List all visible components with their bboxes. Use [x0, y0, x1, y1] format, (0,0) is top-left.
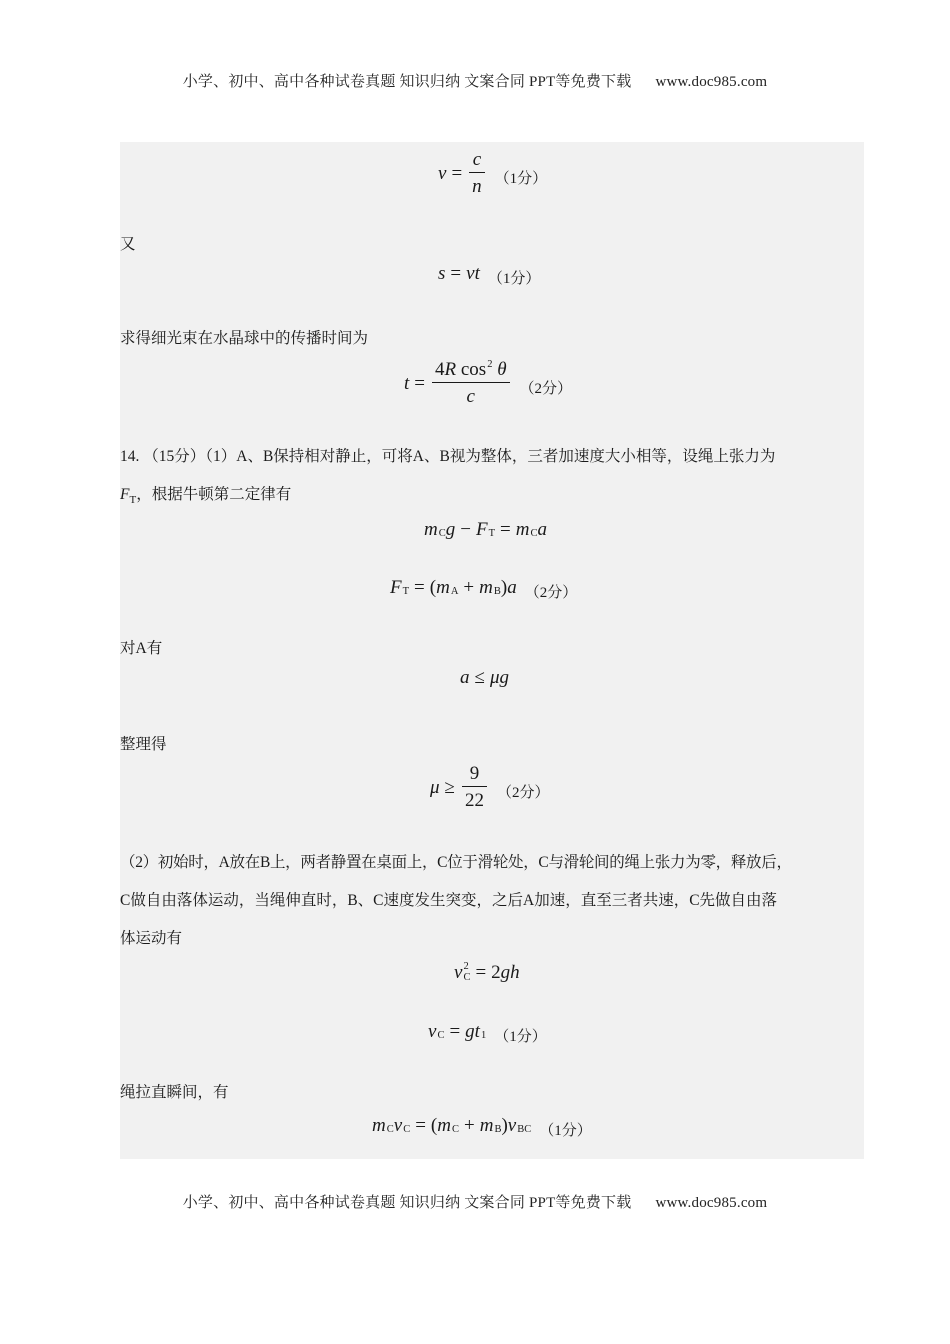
eq-operator: + — [463, 577, 475, 598]
eq-subscript: C — [463, 971, 471, 983]
fraction-denominator: c — [466, 386, 475, 407]
fraction — [462, 764, 487, 810]
eq-subscript: C — [386, 1124, 394, 1136]
eq-subscript: C — [403, 1124, 411, 1136]
eq-var: m — [424, 519, 438, 540]
eq-var: a — [507, 577, 517, 598]
text-propagation-time: 求得细光束在水晶球中的传播时间为 — [120, 330, 369, 347]
fraction-numerator — [432, 360, 510, 382]
eq-paren: ( — [429, 577, 437, 598]
eq-var: F — [390, 577, 402, 598]
equation-newton-ab — [390, 577, 578, 601]
eq-subscript: A — [450, 586, 459, 598]
equation-newton-c — [424, 520, 547, 539]
eq-number: 2 — [491, 962, 501, 983]
fraction — [432, 360, 510, 406]
part-2-line-2: C做自由落体运动，当绳伸直时，B、C速度发生突变，之后A加速，直至三者共速，C先做自由落 — [120, 892, 778, 909]
eq-paren: ( — [430, 1115, 438, 1136]
score-label: （2分） — [496, 784, 550, 801]
eq-var: v — [438, 162, 447, 184]
fraction-numerator: 9 — [469, 763, 480, 784]
question-14-line-1: 14. （15分）（1）A、B保持相对静止，可将A、B视为整体，三者加速度大小相等，设绳上张力为 — [120, 448, 776, 465]
eq-subscript: T — [488, 528, 495, 540]
text-simplify: 整理得 — [120, 736, 167, 753]
eq-operator: = — [450, 263, 462, 284]
eq-subscript: C — [451, 1124, 459, 1136]
eq-var: v — [428, 1021, 437, 1042]
eq-exponent: 2 — [487, 359, 493, 370]
question-14-line-2 — [120, 482, 291, 504]
eq-var: g — [465, 1021, 475, 1042]
eq-operator: + — [464, 1115, 475, 1136]
score-label: （1分） — [539, 1123, 592, 1139]
eq-subscript: T — [129, 494, 137, 506]
part-2-line-3: 体运动有 — [120, 930, 183, 947]
score-label: （2分） — [519, 380, 573, 397]
eq-var: g — [445, 519, 456, 540]
eq-subscript: B — [493, 586, 501, 598]
header-site-link[interactable]: www.doc985.com — [655, 74, 768, 90]
eq-var: m — [437, 1115, 451, 1136]
answer-content-block — [120, 142, 864, 1159]
page-header — [0, 70, 950, 91]
score-label: （1分） — [494, 170, 548, 187]
eq-operator: = — [414, 372, 425, 394]
eq-subscript: BC — [517, 1124, 532, 1136]
eq-operator: = — [449, 1021, 461, 1042]
eq-var: μ — [489, 667, 500, 688]
equation-distance — [438, 263, 541, 287]
eq-subscript: B — [494, 1124, 502, 1136]
eq-var: m — [436, 577, 450, 598]
header-text: 小学、初中、高中各种试卷真题 知识归纳 文案合同 PPT等免费下载 — [182, 74, 632, 90]
eq-var: μ — [430, 776, 440, 798]
eq-var: v — [507, 1115, 517, 1136]
eq-func: cos — [460, 359, 487, 380]
eq-paren: ) — [500, 577, 508, 598]
fraction — [469, 150, 485, 196]
text-for-a: 对A有 — [120, 640, 163, 657]
eq-var: F — [475, 519, 488, 540]
eq-subscript: 1 — [480, 1030, 487, 1042]
eq-operator: ≤ — [474, 667, 485, 688]
eq-var: a — [537, 519, 547, 540]
eq-operator: = — [414, 577, 425, 598]
equation-time — [404, 360, 572, 406]
score-label: （2分） — [524, 585, 578, 601]
footer-text: 小学、初中、高中各种试卷真题 知识归纳 文案合同 PPT等免费下载 — [182, 1195, 632, 1211]
text-you: 又 — [120, 236, 136, 253]
eq-subscript: C — [530, 528, 538, 540]
fraction-numerator: c — [472, 149, 482, 170]
eq-subscript: T — [402, 586, 410, 598]
eq-var: h — [510, 962, 520, 983]
eq-operator: ≥ — [444, 776, 455, 798]
footer-site-link[interactable]: www.doc985.com — [655, 1195, 768, 1211]
eq-exponent: 2 — [463, 961, 469, 972]
eq-var: g — [500, 962, 511, 983]
eq-var: v — [466, 263, 475, 284]
eq-operator: = — [475, 962, 487, 983]
eq-var: m — [372, 1115, 386, 1136]
eq-paren: ) — [501, 1115, 508, 1136]
fraction-denominator: n — [472, 176, 482, 197]
eq-var: v — [454, 962, 463, 983]
eq-operator: = — [500, 519, 511, 540]
equation-mu-result — [430, 764, 550, 810]
eq-var: θ — [497, 359, 507, 380]
fraction-denominator: 22 — [464, 790, 484, 811]
eq-number: 4 — [435, 359, 445, 380]
eq-var: s — [438, 263, 446, 284]
eq-var: m — [515, 519, 530, 540]
eq-var: t — [404, 372, 410, 394]
sub-sup-stack — [463, 962, 470, 983]
eq-var: t — [474, 1021, 480, 1042]
score-label: （1分） — [494, 1029, 547, 1045]
eq-var: a — [460, 667, 470, 688]
eq-operator: = — [451, 162, 463, 184]
equation-friction-limit — [460, 668, 509, 687]
text-span: ，根据牛顿第二定律有 — [136, 486, 292, 503]
page-footer — [0, 1191, 950, 1212]
part-2-line-1: （2）初始时，A放在B上，两者静置在桌面上，C位于滑轮处，C与滑轮间的绳上张力为零，释放后， — [120, 854, 792, 871]
equation-free-fall-time — [428, 1021, 547, 1045]
eq-subscript: C — [438, 528, 446, 540]
eq-var: m — [479, 577, 493, 598]
eq-var: t — [474, 263, 480, 284]
eq-var: R — [444, 359, 457, 380]
eq-operator: = — [415, 1115, 426, 1136]
equation-free-fall-velocity — [454, 962, 520, 983]
eq-var: m — [479, 1115, 494, 1136]
eq-var: g — [499, 667, 509, 688]
eq-var: F — [120, 486, 130, 503]
eq-subscript: C — [437, 1030, 445, 1042]
eq-var: v — [393, 1115, 403, 1136]
equation-speed — [438, 150, 547, 196]
text-rope-instant: 绳拉直瞬间，有 — [120, 1084, 229, 1101]
equation-momentum — [372, 1115, 592, 1139]
eq-operator: − — [460, 519, 471, 540]
score-label: （1分） — [487, 271, 541, 287]
